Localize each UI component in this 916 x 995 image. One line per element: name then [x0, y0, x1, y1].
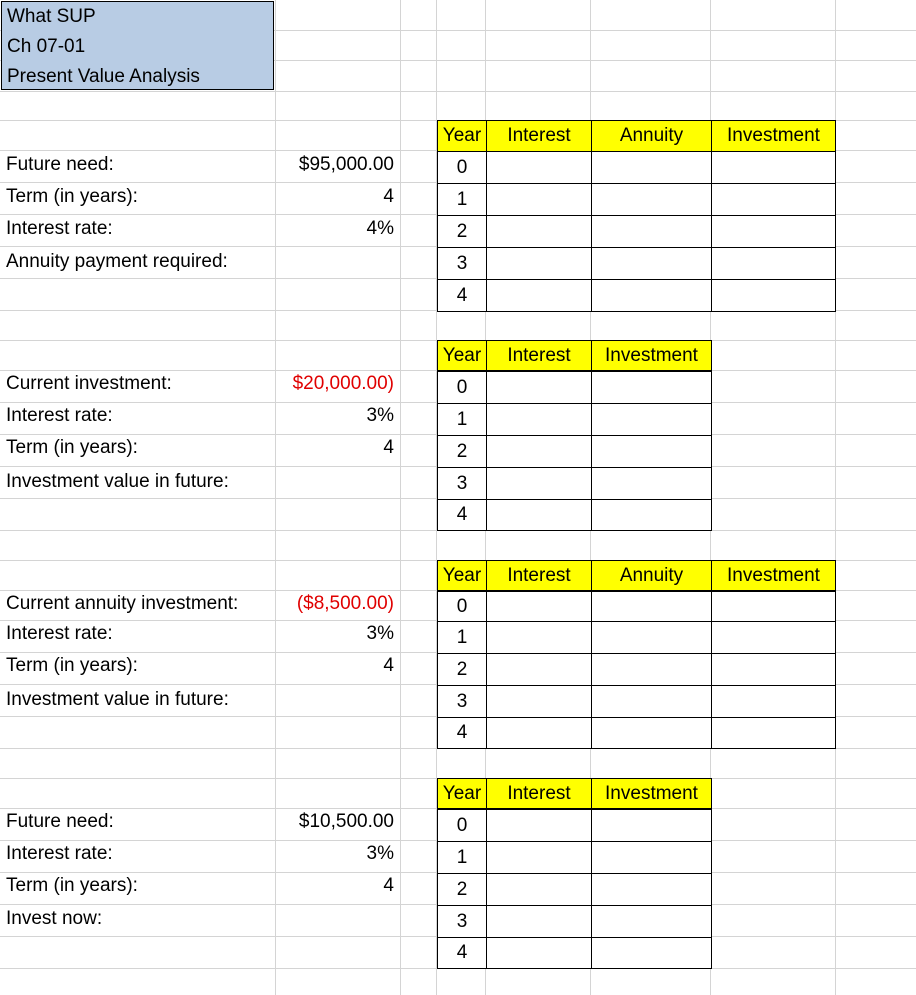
table-3-investment-cell[interactable]	[711, 717, 836, 749]
value-current-investment[interactable]: $20,000.00)	[292, 373, 394, 394]
table-4-year-cell[interactable]: 0	[437, 809, 487, 842]
table-4-header-investment[interactable]: Investment	[591, 778, 712, 809]
label-term[interactable]: Term (in years):	[6, 655, 138, 676]
value-term[interactable]: 4	[383, 655, 394, 676]
table-4-investment-cell[interactable]	[591, 905, 712, 938]
label-term[interactable]: Term (in years):	[6, 875, 138, 896]
table-1-investment-cell[interactable]	[711, 183, 836, 216]
label-future-need[interactable]: Future need:	[6, 154, 114, 175]
table-4-year-cell[interactable]: 4	[437, 937, 487, 969]
table-1-interest-cell[interactable]	[486, 247, 592, 280]
table-1-interest-cell[interactable]	[486, 279, 592, 312]
table-1-header-annuity[interactable]: Annuity	[591, 120, 712, 152]
value-interest-rate[interactable]: 3%	[366, 623, 394, 644]
table-4-interest-cell[interactable]	[486, 841, 592, 874]
table-4-interest-cell[interactable]	[486, 809, 592, 842]
table-4-header-year[interactable]: Year	[437, 778, 487, 809]
table-3-annuity-cell[interactable]	[591, 653, 712, 686]
table-1-header-interest[interactable]: Interest	[486, 120, 592, 152]
table-1-investment-cell[interactable]	[711, 247, 836, 280]
label-current-investment[interactable]: Current investment:	[6, 373, 172, 394]
label-annuity-payment-required[interactable]: Annuity payment required:	[6, 251, 228, 272]
value-term[interactable]: 4	[383, 186, 394, 207]
table-3-annuity-cell[interactable]	[591, 591, 712, 622]
label-invest-now[interactable]: Invest now:	[6, 908, 103, 929]
table-3-header-investment[interactable]: Investment	[711, 560, 836, 591]
table-2-interest-cell[interactable]	[486, 499, 592, 531]
value-term[interactable]: 4	[383, 875, 394, 896]
title-box[interactable]	[1, 1, 274, 90]
table-1-header-year[interactable]: Year	[437, 120, 487, 152]
table-2-investment-cell[interactable]	[591, 403, 712, 436]
label-interest-rate[interactable]: Interest rate:	[6, 843, 113, 864]
table-3-year-cell[interactable]: 3	[437, 685, 487, 718]
table-1-investment-cell[interactable]	[711, 279, 836, 312]
title-line-3: Present Value Analysis	[7, 66, 200, 87]
table-1-year-cell[interactable]: 1	[437, 183, 487, 216]
value-current-annuity-investment[interactable]: ($8,500.00)	[296, 593, 394, 614]
table-3-interest-cell[interactable]	[486, 717, 592, 749]
table-3-annuity-cell[interactable]	[591, 621, 712, 654]
table-2-year-cell[interactable]: 4	[437, 499, 487, 531]
label-current-annuity-investment[interactable]: Current annuity investment:	[6, 593, 239, 614]
table-3-header-year[interactable]: Year	[437, 560, 487, 591]
label-investment-value-in-future[interactable]: Investment value in future:	[6, 471, 229, 492]
table-1-interest-cell[interactable]	[486, 151, 592, 184]
table-2-investment-cell[interactable]	[591, 467, 712, 500]
table-4-interest-cell[interactable]	[486, 905, 592, 938]
table-3-year-cell[interactable]: 0	[437, 591, 487, 622]
table-2-year-cell[interactable]: 1	[437, 403, 487, 436]
table-3-year-cell[interactable]: 4	[437, 717, 487, 749]
grid-row-line	[0, 91, 916, 92]
table-2-year-cell[interactable]: 0	[437, 371, 487, 404]
table-2-interest-cell[interactable]	[486, 403, 592, 436]
table-4-investment-cell[interactable]	[591, 841, 712, 874]
table-1-header-investment[interactable]: Investment	[711, 120, 836, 152]
value-term[interactable]: 4	[383, 437, 394, 458]
table-3-annuity-cell[interactable]	[591, 685, 712, 718]
value-interest-rate[interactable]: 4%	[366, 218, 394, 239]
table-1-annuity-cell[interactable]	[591, 215, 712, 248]
table-2-investment-cell[interactable]	[591, 435, 712, 468]
value-future-need[interactable]: $95,000.00	[298, 154, 394, 175]
table-2-year-cell[interactable]: 3	[437, 467, 487, 500]
table-1-annuity-cell[interactable]	[591, 151, 712, 184]
table-1-annuity-cell[interactable]	[591, 247, 712, 280]
label-term[interactable]: Term (in years):	[6, 437, 138, 458]
table-4-interest-cell[interactable]	[486, 937, 592, 969]
table-3-investment-cell[interactable]	[711, 621, 836, 654]
table-2-interest-cell[interactable]	[486, 467, 592, 500]
table-2-header-interest[interactable]: Interest	[486, 340, 592, 371]
label-investment-value-in-future[interactable]: Investment value in future:	[6, 689, 229, 710]
table-2-investment-cell[interactable]	[591, 371, 712, 404]
label-interest-rate[interactable]: Interest rate:	[6, 623, 113, 644]
table-2-header-investment[interactable]: Investment	[591, 340, 712, 371]
table-2-interest-cell[interactable]	[486, 371, 592, 404]
table-4-year-cell[interactable]: 1	[437, 841, 487, 874]
table-3-interest-cell[interactable]	[486, 653, 592, 686]
value-interest-rate[interactable]: 3%	[366, 405, 394, 426]
title-line-1: What SUP	[7, 6, 96, 27]
table-3-interest-cell[interactable]	[486, 591, 592, 622]
table-4-year-cell[interactable]: 2	[437, 873, 487, 906]
table-1-year-cell[interactable]: 0	[437, 151, 487, 184]
value-future-need[interactable]: $10,500.00	[298, 811, 394, 832]
table-4-year-cell[interactable]: 3	[437, 905, 487, 938]
table-3-investment-cell[interactable]	[711, 685, 836, 718]
table-1-investment-cell[interactable]	[711, 151, 836, 184]
value-interest-rate[interactable]: 3%	[366, 843, 394, 864]
table-1-investment-cell[interactable]	[711, 215, 836, 248]
table-1-year-cell[interactable]: 4	[437, 279, 487, 312]
table-1-annuity-cell[interactable]	[591, 183, 712, 216]
table-1-interest-cell[interactable]	[486, 215, 592, 248]
label-future-need[interactable]: Future need:	[6, 811, 114, 832]
label-interest-rate[interactable]: Interest rate:	[6, 405, 113, 426]
table-4-investment-cell[interactable]	[591, 873, 712, 906]
table-3-investment-cell[interactable]	[711, 591, 836, 622]
table-3-year-cell[interactable]: 2	[437, 653, 487, 686]
table-1-year-cell[interactable]: 2	[437, 215, 487, 248]
table-1-year-cell[interactable]: 3	[437, 247, 487, 280]
table-4-header-interest[interactable]: Interest	[486, 778, 592, 809]
label-interest-rate[interactable]: Interest rate:	[6, 218, 113, 239]
table-3-interest-cell[interactable]	[486, 685, 592, 718]
table-3-header-interest[interactable]: Interest	[486, 560, 592, 591]
title-line-2: Ch 07-01	[7, 36, 86, 57]
table-1-interest-cell[interactable]	[486, 183, 592, 216]
table-3-annuity-cell[interactable]	[591, 717, 712, 749]
table-1-annuity-cell[interactable]	[591, 279, 712, 312]
table-2-header-year[interactable]: Year	[437, 340, 487, 371]
table-2-year-cell[interactable]: 2	[437, 435, 487, 468]
table-4-investment-cell[interactable]	[591, 937, 712, 969]
table-3-investment-cell[interactable]	[711, 653, 836, 686]
table-2-investment-cell[interactable]	[591, 499, 712, 531]
table-3-year-cell[interactable]: 1	[437, 621, 487, 654]
table-3-interest-cell[interactable]	[486, 621, 592, 654]
table-2-interest-cell[interactable]	[486, 435, 592, 468]
label-term[interactable]: Term (in years):	[6, 186, 138, 207]
table-3-header-annuity[interactable]: Annuity	[591, 560, 712, 591]
table-4-interest-cell[interactable]	[486, 873, 592, 906]
table-4-investment-cell[interactable]	[591, 809, 712, 842]
